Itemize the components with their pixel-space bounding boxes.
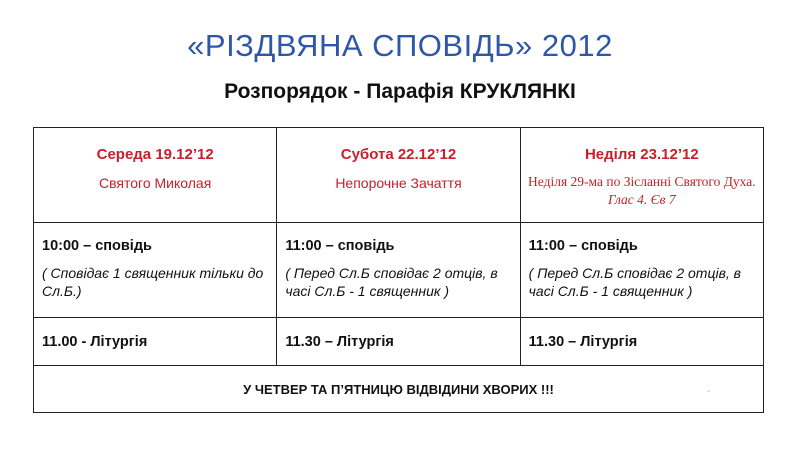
confession-cell: [277, 223, 520, 318]
confession-cell: [34, 223, 277, 318]
scan-mark-icon: ˜: [707, 389, 710, 399]
page-title: «РІЗДВЯНА СПОВІДЬ» 2012: [187, 28, 613, 63]
day-cell-saturday: [277, 128, 520, 223]
liturgy-time: 11.30 – Літургія: [520, 318, 763, 366]
footer-note: У ЧЕТВЕР ТА П’ЯТНИЦЮ ВІДВІДИНИ ХВОРИХ !!!: [34, 366, 764, 413]
day-heading: Середа 19.12’12: [96, 146, 214, 163]
confession-cell: [520, 223, 763, 318]
confession-time: 11:00 – сповідь: [528, 238, 638, 254]
day-header-row: [34, 128, 764, 223]
feast-name: [521, 173, 763, 209]
confession-time: 10:00 – сповідь: [42, 238, 152, 254]
feast-name: Непорочне Зачаття: [335, 175, 462, 191]
day-cell-wednesday: [34, 128, 277, 223]
day-heading: Субота 22.12’12: [340, 146, 457, 163]
feast-main-text: Неділя 29-ма по Зісланні Святого Духа.: [528, 174, 756, 189]
day-heading: Неділя 23.12’12: [584, 146, 699, 163]
liturgy-row: [34, 318, 764, 366]
liturgy-time: 11.30 – Літургія: [277, 318, 520, 366]
page-subtitle: Розпорядок - Парафія КРУКЛЯНКІ: [224, 80, 576, 103]
confession-note: ( Сповідає 1 священник тільки до Сл.Б.): [42, 265, 264, 299]
confession-time: 11:00 – сповідь: [285, 238, 395, 254]
footer-row: [34, 366, 764, 413]
day-cell-sunday: [520, 128, 763, 223]
liturgy-time: 11.00 - Літургія: [34, 318, 277, 366]
feast-tone-text: Глас 4. Єв 7: [608, 192, 676, 207]
schedule-table: [33, 127, 764, 413]
feast-name: Святого Миколая: [99, 175, 212, 191]
confession-row: [34, 223, 764, 318]
confession-note: ( Перед Сл.Б сповідає 2 отців, в часі Сл.Б - 1 священник ): [285, 265, 498, 299]
confession-note: ( Перед Сл.Б сповідає 2 отців, в часі Сл.Б - 1 священник ): [528, 265, 741, 299]
